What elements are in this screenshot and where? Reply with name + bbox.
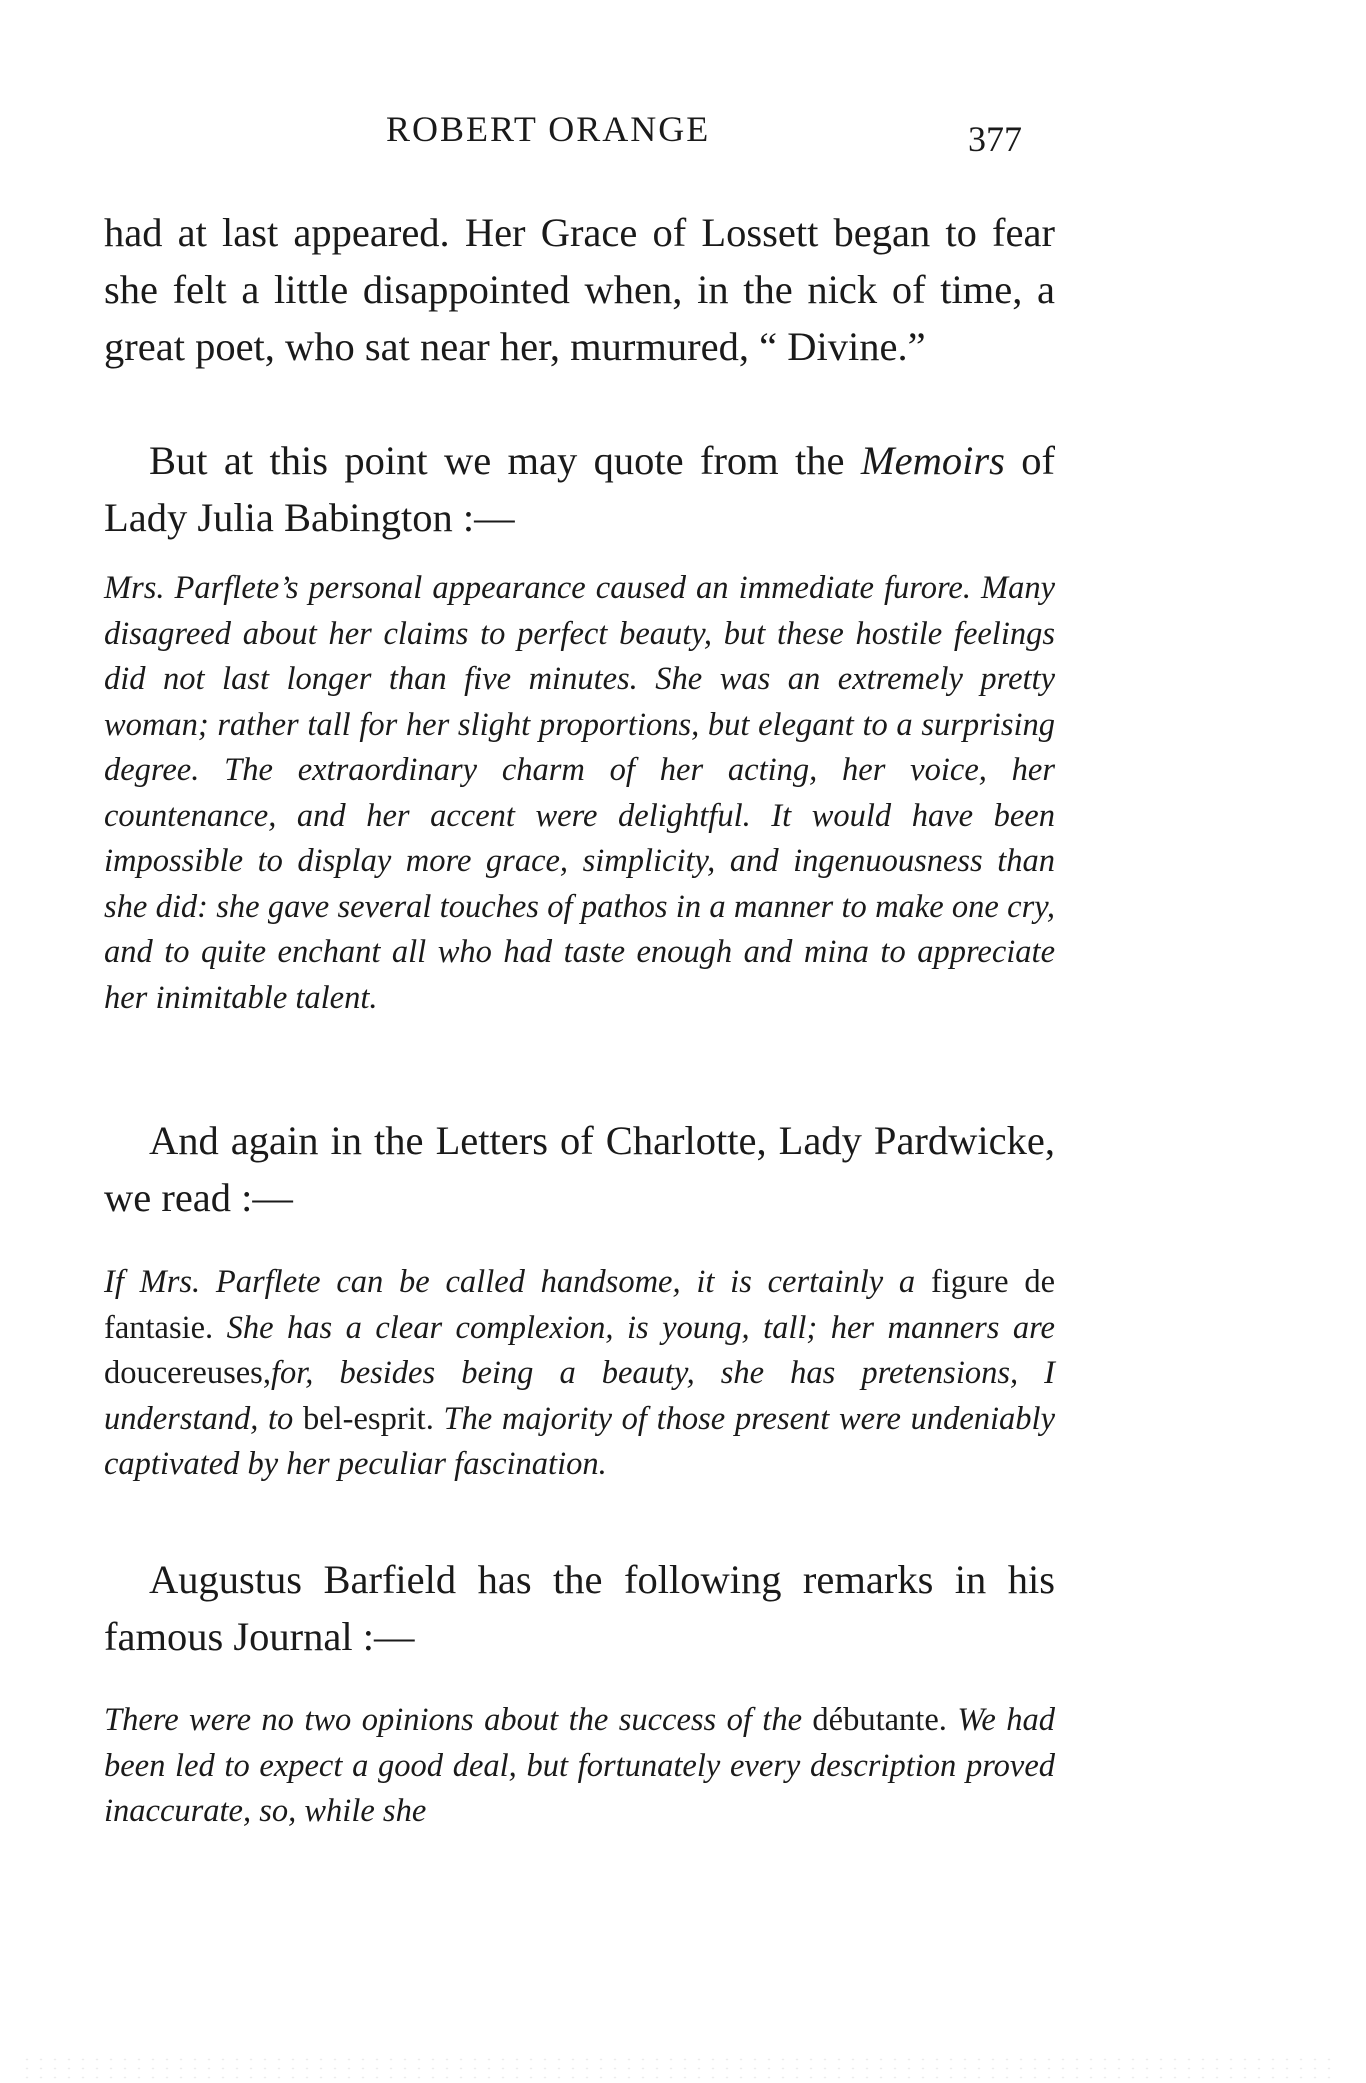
paragraph-memoirs-intro-start: But at this point we may quote from the xyxy=(149,438,861,483)
quote-lady-pardwicke-part-4: The majority of those present were undeniably captivated by her peculiar fascination. xyxy=(104,1400,1055,1482)
quote-lady-pardwicke-part-2: She has a clear complexion, is young, tall; her manners are xyxy=(213,1309,1055,1346)
paragraph-memoirs-intro-end: of Lady Julia Babington :— xyxy=(104,438,1055,540)
quote-lady-pardwicke-roman-1: figure de fantasie. xyxy=(104,1264,1055,1346)
quote-barfield-part-2: We had been led to expect a good deal, but fortunately every description proved inaccurate, so, while she xyxy=(104,1702,1056,1829)
quote-lady-pardwicke-part-3: for, besides being a beauty, she has pretensions, I understand, to xyxy=(104,1355,1055,1437)
quote-barfield-roman-1: débutante. xyxy=(812,1702,947,1738)
paragraph-letters-intro: And again in the Letters of Charlotte, Lady Pardwicke, we read :— xyxy=(104,1118,1055,1220)
quote-lady-pardwicke-roman-3: bel-esprit. xyxy=(302,1400,434,1437)
memoirs-title: Memoirs xyxy=(860,438,1005,483)
paragraph-continuation: had at last appeared. Her Grace of Lossett began to fear she felt a little disappointed when, in the nick of time, a great poet, who sat near her, murmured, “ Divine.” xyxy=(104,210,1055,369)
quote-lady-pardwicke-roman-2: doucereuses, xyxy=(104,1355,271,1391)
quote-lady-julia-babington: Mrs. Parflete’s personal appearance caused an immediate furore. Many disagreed about her claims to perfect beauty, but these hostile feelings did not last longer than five minutes. She was an extremely pretty woman; rather tall for her slight proportions, but elegant to a surprising degree. The extraordinary charm of her acting, her voice, her countenance, and her accent were delightful. It would have been impossible to display more grace, simplicity, and ingenuousness than she did: she gave several touches of pathos in a manner to make one cry, and to quite enchant all who had taste enough and mina to appreciate her inimitable talent. xyxy=(104,570,1055,1016)
paragraph-journal-intro: Augustus Barfield has the following remarks in his famous Journal :— xyxy=(104,1557,1055,1659)
quote-barfield-part-1: There were no two opinions about the success of the xyxy=(104,1702,813,1738)
quote-lady-pardwicke xyxy=(104,1260,1055,1488)
running-title: ROBERT ORANGE xyxy=(386,109,711,149)
paragraph-memoirs-intro xyxy=(104,432,1055,546)
scan-noise-strip xyxy=(20,2055,1340,2079)
quote-lady-pardwicke-part-1: If Mrs. Parflete can be called handsome, it is certainly a xyxy=(104,1264,931,1300)
quote-augustus-barfield xyxy=(104,1698,1055,1835)
page-number: 377 xyxy=(968,119,1022,159)
